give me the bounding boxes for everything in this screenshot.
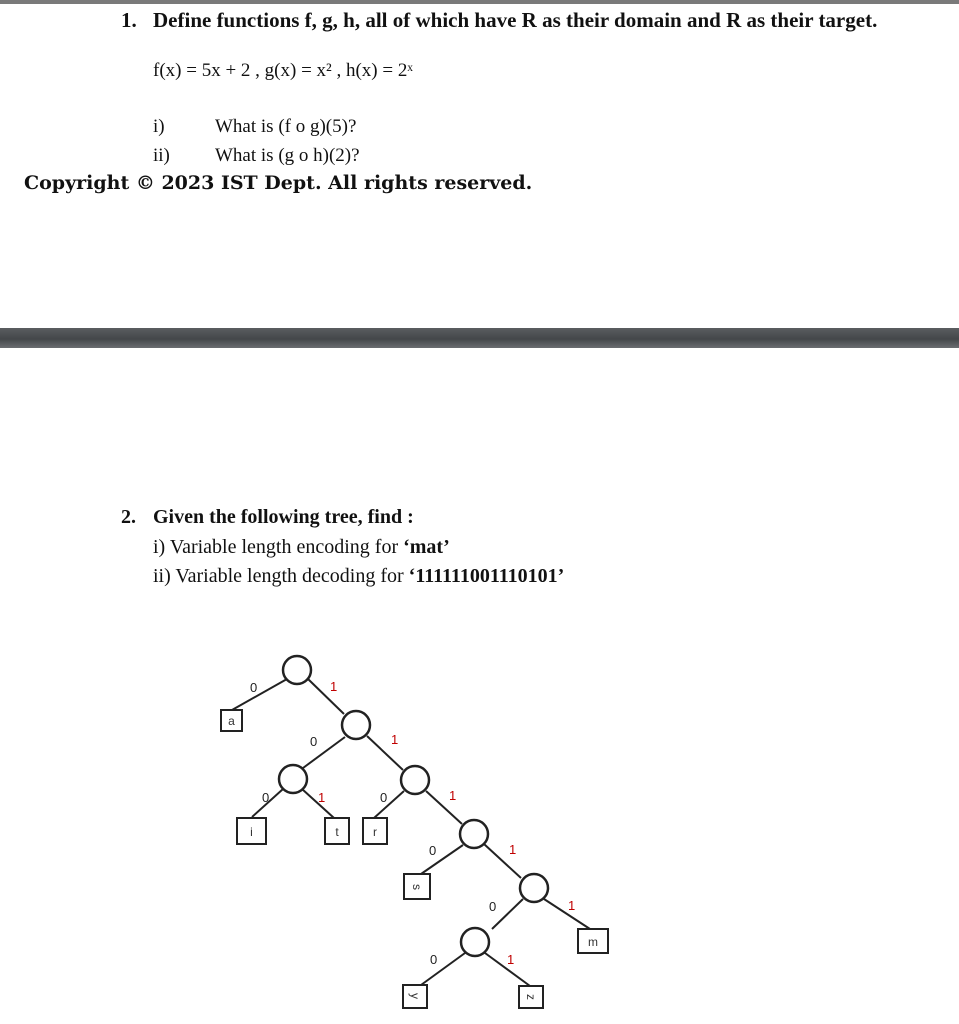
edge-label-0: 0: [380, 790, 388, 805]
edge-root-n1: [308, 679, 344, 714]
leaf-label-a: a: [228, 714, 235, 728]
edge-n6-y: [421, 953, 465, 985]
edge-label-0: 0: [262, 790, 270, 805]
edge-label-0: 0: [489, 899, 497, 914]
question-2-part-ii: [153, 565, 564, 588]
leaf-label-r: r: [373, 825, 377, 839]
tree-node-internal: [279, 765, 307, 793]
edge-label-0: 0: [430, 952, 438, 967]
leaf-label-s: s: [410, 884, 424, 890]
question-1-item-ii: [153, 145, 360, 167]
tree-node-internal: [520, 874, 548, 902]
top-rule: [0, 0, 959, 4]
item-text: What is (g o h)(2)?: [215, 145, 360, 166]
question-2-part-i: [153, 536, 450, 559]
item-text: What is (f o g)(5)?: [215, 116, 357, 137]
edge-label-1: 1: [449, 788, 457, 803]
question-2-title: [121, 506, 414, 529]
tree-node-internal: [461, 928, 489, 956]
edge-label-0: 0: [250, 680, 258, 695]
question-1-item-i: [153, 116, 356, 138]
tree-node-internal: [401, 766, 429, 794]
item-roman: ii): [153, 145, 170, 166]
edge-label-1: 1: [330, 679, 338, 694]
leaf-label-y: y: [408, 993, 422, 999]
item-roman: i): [153, 116, 165, 137]
tree-node-internal: [460, 820, 488, 848]
part-i-word: ‘mat’: [403, 536, 450, 558]
question-1-text: Define functions f, g, h, all of which have R as their domain and R as their target.: [153, 8, 878, 32]
edge-n3-n4: [426, 791, 462, 824]
question-1-title: [121, 8, 877, 33]
edge-n5-m: [544, 899, 590, 929]
edge-n5-n6: [492, 899, 523, 929]
huffman-tree-diagram: [0, 640, 959, 1024]
leaf-label-m: m: [588, 935, 598, 949]
edge-label-0: 0: [429, 843, 437, 858]
section-divider-bar: [0, 328, 959, 348]
tree-node-internal: [342, 711, 370, 739]
question-2-number: 2.: [121, 506, 136, 528]
part-ii-code: ‘111111001110101’: [408, 565, 565, 587]
copyright-notice: Copyright © 2023 IST Dept. All rights reserved.: [24, 172, 533, 194]
leaf-label-t: t: [335, 825, 339, 839]
leaf-label-i: i: [250, 825, 253, 839]
edge-label-1: 1: [509, 842, 517, 857]
edge-label-1: 1: [568, 898, 576, 913]
edge-label-1: 1: [318, 790, 326, 805]
question-2-text: Given the following tree, find :: [153, 506, 414, 528]
function-definitions: f(x) = 5x + 2 , g(x) = x² , h(x) = 2ˣ: [153, 60, 413, 81]
tree-node-root: [283, 656, 311, 684]
edge-label-1: 1: [507, 952, 515, 967]
part-ii-text: ii) Variable length decoding for: [153, 565, 409, 587]
edge-root-a: [232, 679, 287, 710]
part-i-text: i) Variable length encoding for: [153, 536, 404, 558]
question-1-number: 1.: [121, 8, 137, 32]
edge-label-1: 1: [391, 732, 399, 747]
leaf-label-z: z: [524, 994, 538, 1000]
edge-n3-r: [374, 791, 404, 818]
edge-n4-s: [421, 845, 463, 874]
edge-label-0: 0: [310, 734, 318, 749]
